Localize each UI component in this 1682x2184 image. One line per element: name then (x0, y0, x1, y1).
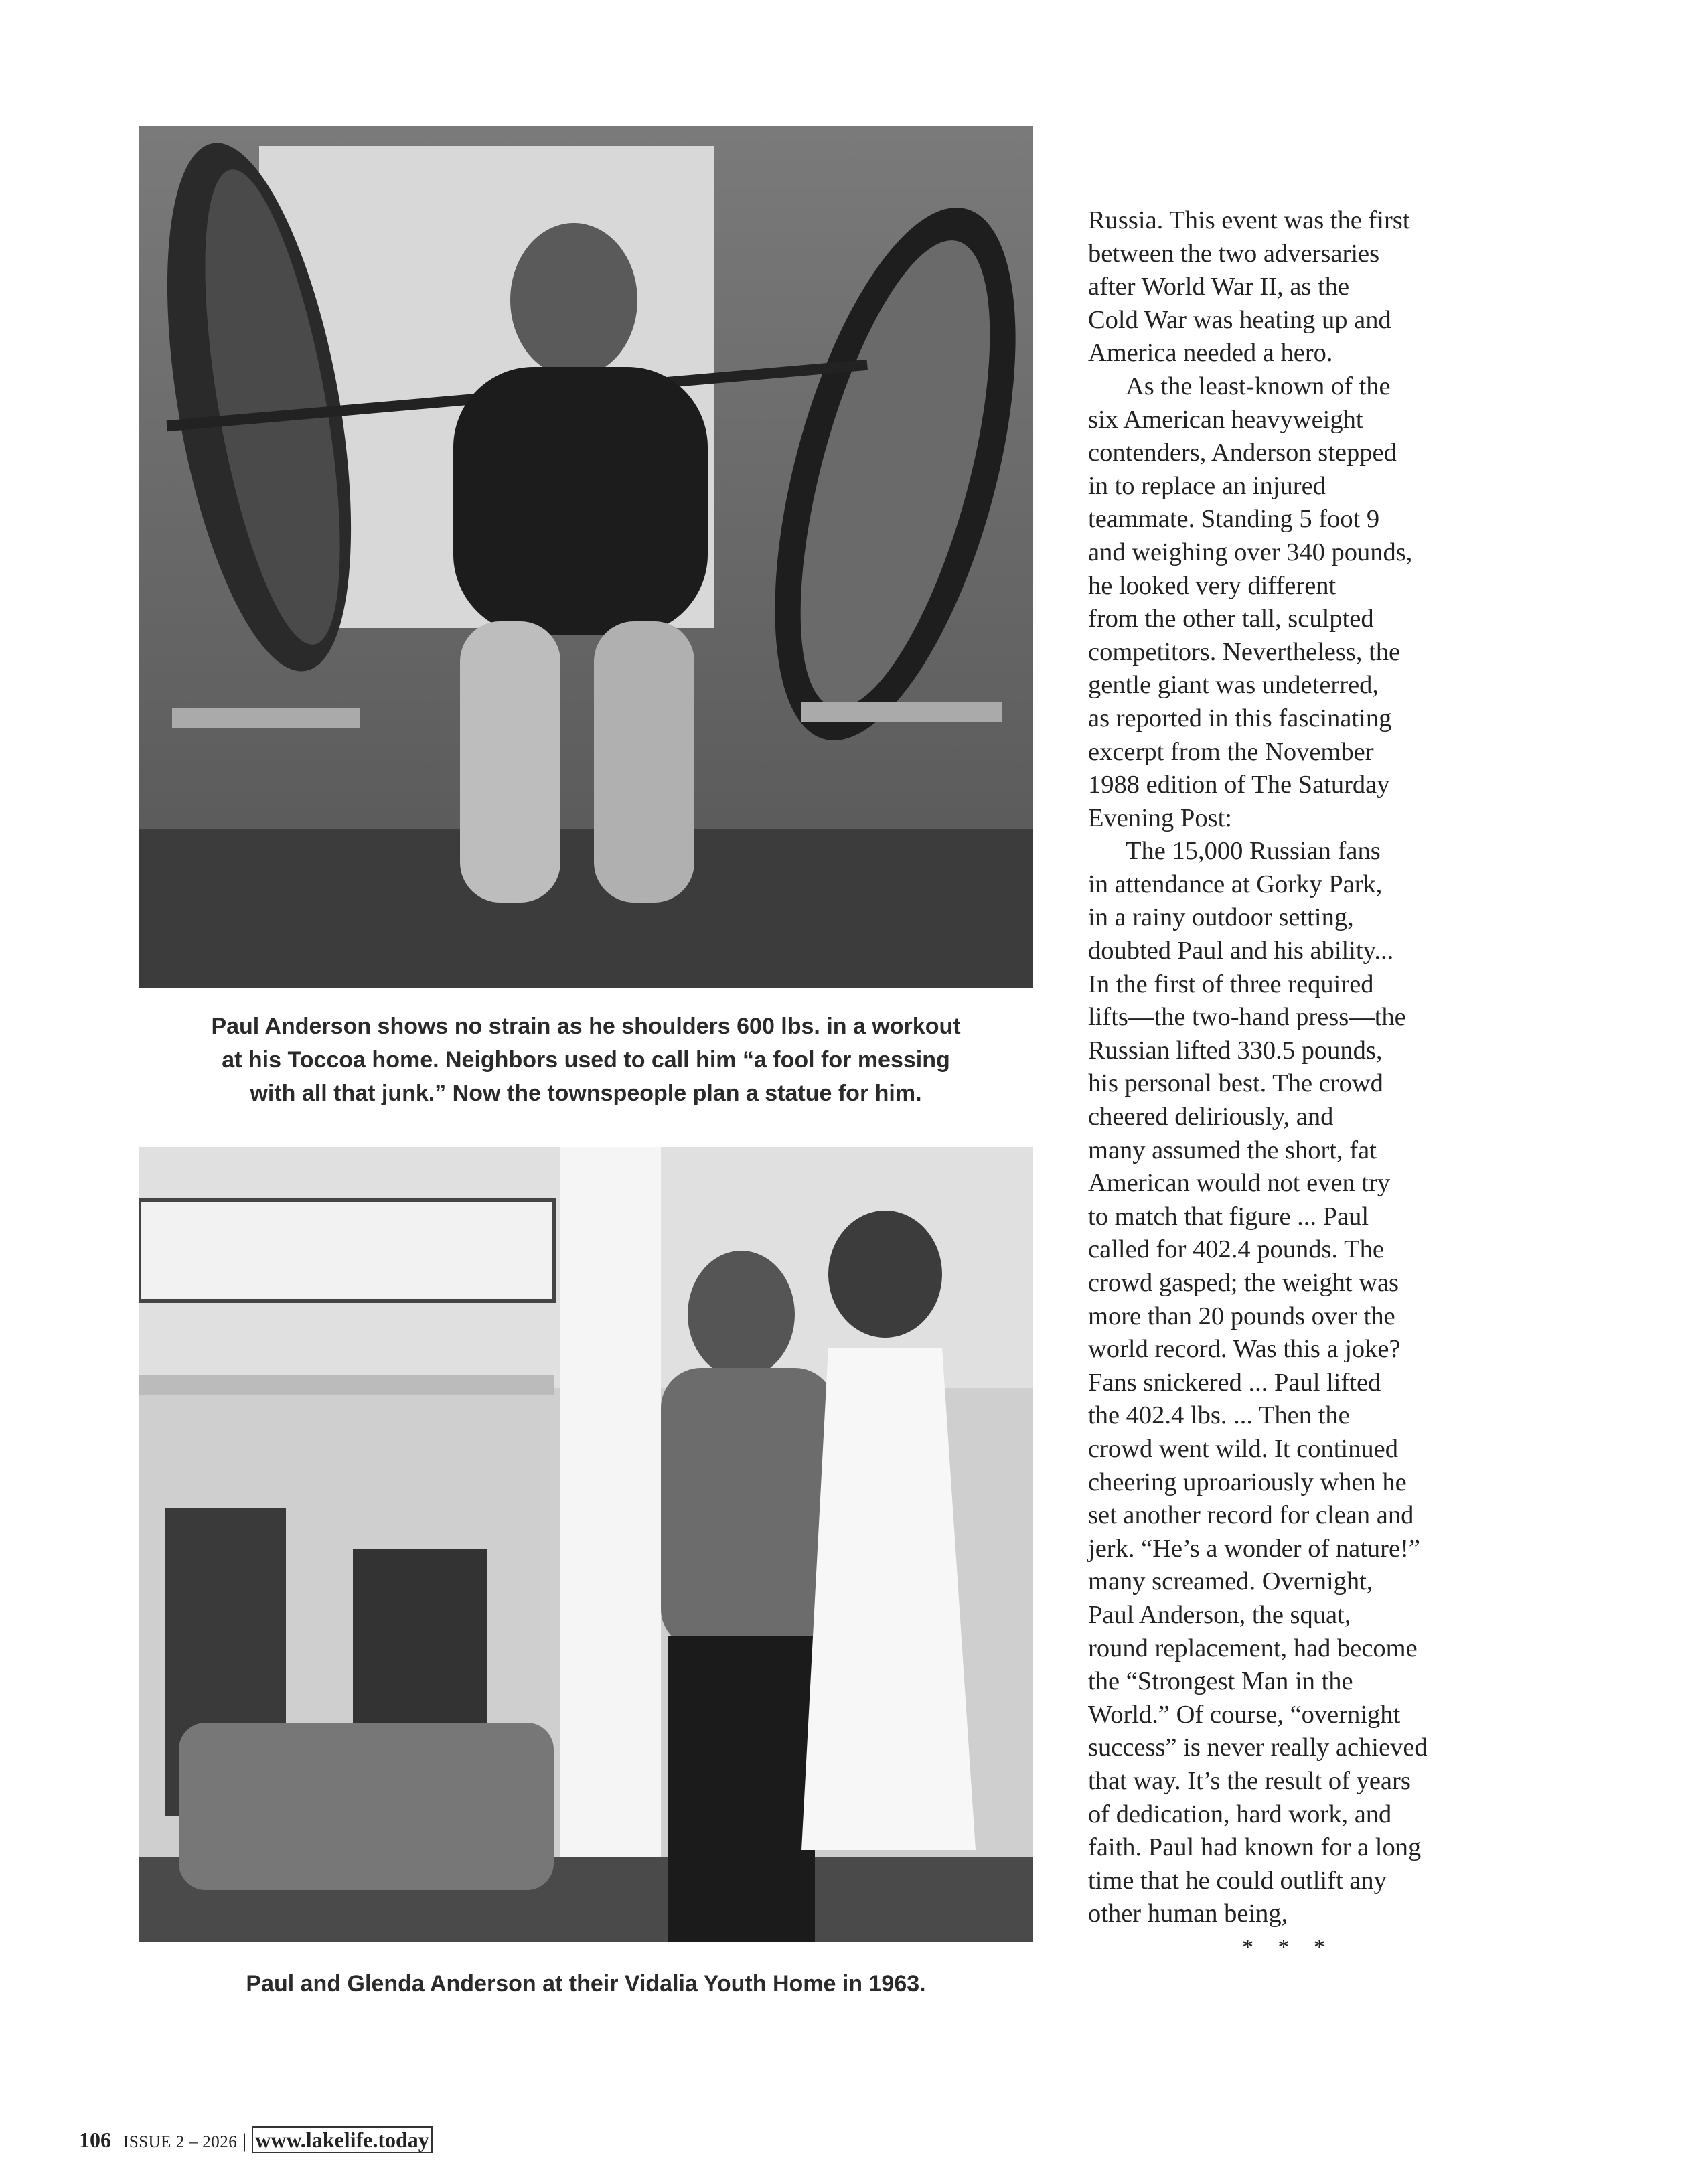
article-body (1088, 204, 1463, 1964)
article-line: from the other tall, sculpted (1088, 605, 1374, 633)
article-line: in attendance at Gorky Park, (1088, 870, 1383, 899)
article-line: Russia. This event was the first (1088, 206, 1410, 234)
article-line: of dedication, hard work, and (1088, 1800, 1392, 1828)
article-line: six American heavyweight (1088, 405, 1363, 434)
article-line: Russian lifted 330.5 pounds, (1088, 1036, 1383, 1065)
photo-weightlifting (139, 126, 1033, 988)
article-line: he looked very different (1088, 571, 1336, 600)
article-line: Cold War was heating up and (1088, 305, 1391, 334)
article-line: The 15,000 Russian fans (1126, 837, 1381, 866)
article-line: many screamed. Overnight, (1088, 1567, 1373, 1596)
caption-line: at his Toccoa home. Neighbors used to call him “a fool for messing (222, 1047, 950, 1073)
page-footer (79, 2128, 433, 2157)
article-line: between the two adversaries (1088, 239, 1380, 268)
article-line: his personal best. The crowd (1088, 1069, 1383, 1098)
article-line: more than 20 pounds over the (1088, 1302, 1395, 1330)
article-line: teammate. Standing 5 foot 9 (1088, 505, 1380, 534)
article-line: lifts—the two-hand press—the (1088, 1003, 1406, 1032)
article-line: Fans snickered ... Paul lifted (1088, 1368, 1381, 1397)
photo-weightlifting-image (139, 126, 1033, 988)
article-line: doubted Paul and his ability... (1088, 937, 1394, 965)
page-number: 106 (79, 2128, 111, 2152)
photo-youth-home (139, 1147, 1033, 1942)
article-line: gentle giant was undeterred, (1088, 671, 1379, 700)
article-line: Evening Post: (1088, 803, 1232, 832)
article-line: that way. It’s the result of years (1088, 1766, 1411, 1795)
article-line: 1988 edition of The Saturday (1088, 771, 1390, 799)
article-line: world record. Was this a joke? (1088, 1335, 1401, 1364)
article-line: the “Strongest Man in the (1088, 1667, 1353, 1696)
article-line: World.” Of course, “overnight (1088, 1700, 1401, 1729)
article-line: set another record for clean and (1088, 1501, 1414, 1530)
article-line: to match that figure ... Paul (1088, 1202, 1369, 1231)
article-line: and weighing over 340 pounds, (1088, 538, 1413, 566)
website-link[interactable]: www.lakelife.today (252, 2126, 433, 2153)
article-line: cheering uproariously when he (1088, 1468, 1407, 1496)
caption-line: Paul and Glenda Anderson at their Vidalia Youth Home in 1963. (246, 1971, 926, 1997)
article-line: In the first of three required (1088, 969, 1374, 998)
article-line: many assumed the short, fat (1088, 1136, 1377, 1164)
article-line: called for 402.4 pounds. The (1088, 1235, 1384, 1264)
article-line: success” is never really achieved (1088, 1733, 1428, 1762)
article-line: crowd gasped; the weight was (1088, 1269, 1399, 1297)
article-line: American would not even try (1088, 1169, 1391, 1198)
article-line: after World War II, as the (1088, 272, 1350, 301)
section-break-stars: * * * (1242, 1934, 1334, 1960)
article-line: Paul Anderson, the squat, (1088, 1600, 1351, 1629)
article-line: faith. Paul had known for a long (1088, 1833, 1422, 1862)
article-line: America needed a hero. (1088, 339, 1333, 368)
article-line: As the least-known of the (1126, 372, 1391, 400)
footer-separator: | (242, 2130, 247, 2152)
article-line: round replacement, had become (1088, 1634, 1418, 1662)
photo-caption-weightlifting (139, 1010, 1033, 1110)
article-line: contenders, Anderson stepped (1088, 439, 1397, 467)
caption-line: Paul Anderson shows no strain as he shoulders 600 lbs. in a workout (211, 1014, 961, 1039)
article-line: crowd went wild. It continued (1088, 1434, 1398, 1463)
article-line: jerk. “He’s a wonder of nature!” (1088, 1534, 1420, 1563)
article-line: the 402.4 lbs. ... Then the (1088, 1401, 1350, 1430)
photo-caption-youth-home (139, 1967, 1033, 2001)
caption-line: with all that junk.” Now the townspeople plan a statue for him. (250, 1081, 922, 1106)
issue-label: ISSUE 2 – 2026 (123, 2133, 238, 2151)
article-line: in a rainy outdoor setting, (1088, 903, 1354, 932)
article-line: as reported in this fascinating (1088, 704, 1392, 732)
photo-youth-home-image (139, 1147, 1033, 1942)
article-line: excerpt from the November (1088, 737, 1374, 766)
article-line: competitors. Nevertheless, the (1088, 637, 1401, 666)
article-line: cheered deliriously, and (1088, 1103, 1334, 1132)
article-line: time that he could outlift any (1088, 1866, 1387, 1895)
article-line: in to replace an injured (1088, 471, 1326, 500)
article-line: other human being, (1088, 1899, 1288, 1928)
